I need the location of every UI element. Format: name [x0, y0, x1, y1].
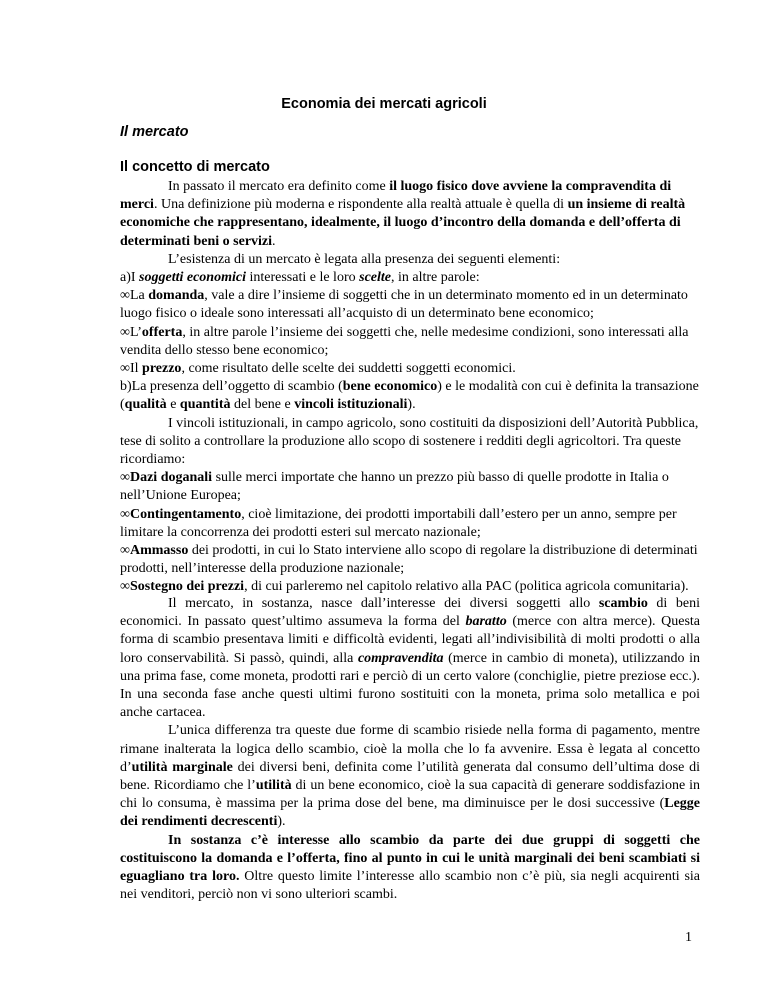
body-text-block-1: [120, 178, 700, 597]
bold-term: quantità: [179, 397, 231, 413]
text-span: Il: [129, 361, 143, 377]
text-span: interessati e le loro: [245, 270, 360, 286]
bold-term: Sostegno dei prezzi: [129, 579, 245, 595]
bullet-item-dazi: [120, 469, 700, 505]
text-span: sulle merci importate che hanno un prezzo più basso di quelle prodotte in Italia o nell’Unione Europea;: [120, 470, 669, 504]
text-span: , in altre parole l’insieme dei soggetti che, nelle medesime condizioni, sono interessati alla vendita dello stesso bene economico;: [120, 324, 689, 358]
bold-term: utilità marginale: [131, 759, 233, 775]
bold-italic-term: soggetti economici: [139, 270, 246, 286]
text-span: ).: [277, 814, 286, 830]
body-text-block-2: [120, 595, 700, 904]
text-span: In passato il mercato era definito come: [168, 179, 390, 194]
infinity-bullet-icon: ∞: [120, 579, 130, 595]
text-span: a)I: [120, 270, 140, 286]
bold-italic-term: compravendita: [357, 650, 444, 666]
text-span: Il mercato, in sostanza, nasce dall’interesse dei diversi soggetti allo: [168, 596, 599, 611]
paragraph-utilita-marginale: [120, 722, 700, 831]
infinity-bullet-icon: ∞: [120, 324, 130, 340]
page-number: 1: [685, 930, 692, 945]
text-span: di beni economici. In passato quest’ultimo assumeva la forma del: [120, 596, 700, 630]
bold-term: Contingentamento: [129, 506, 242, 522]
text-span: .: [272, 233, 276, 249]
text-span: (merce in cambio di moneta), utilizzando in una prima fase, come moneta, prodotti rari e perciò di un certo valore (conchiglie, pietre preziose ecc.). In una seconda fase anche questi ultimi furono sostituiti con la moneta, prima solo metallica e poi anche cartacea.: [120, 650, 700, 721]
paragraph-market-elements-intro: L’esistenza di un mercato è legata alla presenza dei seguenti elementi:: [168, 251, 561, 267]
text-span: b)La presenza dell’oggetto di scambio (: [120, 379, 343, 395]
infinity-bullet-icon: ∞: [120, 506, 130, 522]
bold-term: vincoli istituzionali: [294, 397, 408, 413]
infinity-bullet-icon: ∞: [120, 543, 130, 559]
bullet-item-prezzo: [120, 360, 700, 378]
infinity-bullet-icon: ∞: [120, 288, 130, 304]
bold-term: prezzo: [142, 361, 182, 377]
text-span: , in altre parole:: [391, 270, 480, 286]
bold-term: offerta: [141, 324, 183, 340]
text-span: L’: [129, 324, 142, 340]
bold-term: Dazi doganali: [129, 470, 213, 486]
section-heading: Il mercato: [120, 124, 189, 140]
bold-term: Ammasso: [129, 543, 189, 559]
bold-term: un insieme di realtà economiche che rappresentano, idealmente, il luogo d’incontro della domanda e dell’offerta di determinati beni o servizi: [120, 197, 686, 249]
text-span: del bene e: [230, 397, 295, 413]
bold-italic-term: baratto: [465, 614, 507, 630]
text-span: dei diversi beni, definita come l’utilità generata dal consumo dell’ultima dose di bene. Ricordiamo che l’: [120, 759, 700, 794]
paragraph-conclusione: [120, 832, 700, 905]
bold-term: qualità: [124, 397, 167, 413]
list-item-a: [120, 269, 700, 287]
text-span: ) e le modalità con cui è definita la transazione (: [120, 379, 699, 413]
subsection-heading: Il concetto di mercato: [120, 159, 270, 175]
paragraph-scambio: [120, 595, 700, 722]
bullet-item-contingentamento: [120, 506, 700, 542]
bullet-item-sostegno: [120, 578, 700, 596]
bold-term: utilità: [255, 778, 292, 794]
text-span: ).: [407, 397, 416, 413]
bold-italic-term: scelte: [359, 270, 391, 286]
bold-term: Legge dei rendimenti decrescenti: [120, 796, 700, 830]
infinity-bullet-icon: ∞: [120, 361, 130, 377]
text-span: , come risultato delle scelte dei suddetti soggetti economici.: [181, 361, 516, 377]
text-span: L’unica differenza tra queste due forme di scambio risiede nella forma di pagamento, mentre rimane inalterata la logica dello scambio, cioè la molla che lo fa avvenire. Essa è legata al concetto d’: [120, 723, 700, 775]
text-span: , di cui parleremo nel capitolo relativo alla PAC (politica agricola comunitaria).: [244, 579, 689, 595]
bold-term: bene economico: [342, 379, 438, 395]
text-span: , vale a dire l’insieme di soggetti che in un determinato momento ed in un determinato luogo fisico o ideale sono interessati all’acquisto di un determinato bene economico;: [120, 288, 688, 322]
bullet-item-offerta: [120, 324, 700, 360]
text-span: La: [129, 288, 149, 304]
bold-term: il luogo fisico dove avviene la compravendita di merci: [120, 179, 672, 213]
text-span: . Una definizione più moderna e rispondente alla realtà attuale è quella di: [153, 197, 568, 213]
text-span: (merce con altra merce). Questa forma di scambio presentava limiti e difficoltà evidenti, legati all’indivisibilità di molti prodotti o alla loro conservabilità. Si passò, quindi, alla: [120, 614, 700, 666]
text-span: dei prodotti, in cui lo Stato interviene allo scopo di regolare la distribuzione di determinati prodotti, nell’interesse della produzione nazionale;: [120, 543, 698, 577]
bullet-item-ammasso: [120, 542, 700, 578]
paragraph-market-definition: [120, 178, 700, 251]
text-span: , cioè limitazione, dei prodotti importabili dall’estero per un anno, sempre per limitare la concorrenza dei prodotti esteri sul mercato nazionale;: [120, 506, 677, 540]
list-item-b: [120, 378, 700, 414]
bold-term: scambio: [598, 596, 648, 611]
document-title: Economia dei mercati agricoli: [281, 96, 487, 112]
bold-statement: In sostanza c’è interesse allo scambio da parte dei due gruppi di soggetti che costituiscono la domanda e l’offerta, fino al punto in cui le unità marginali dei beni scambiati si eguagliano tra loro.: [120, 832, 700, 885]
text-span: e: [166, 397, 180, 413]
text-span: di un bene economico, cioè la sua capacità di generare soddisfazione in chi lo consuma, è massima per la prima dose del bene, ma diminuisce per le dosi successive (: [120, 778, 700, 812]
text-span: Oltre questo limite l’interesse allo scambio non c’è più, sia negli acquirenti sia nei venditori, perciò non vi sono ulteriori scambi.: [120, 869, 700, 903]
bullet-item-domanda: [120, 287, 700, 323]
paragraph-vincoli-istituzionali: I vincoli istituzionali, in campo agricolo, sono costituiti da disposizioni dell’Autorità Pubblica, tese di solito a controllare la produzione allo scopo di sostenere i redditi degli agricoltori. Tra queste ricordiamo:: [120, 415, 699, 468]
infinity-bullet-icon: ∞: [120, 470, 130, 486]
bold-term: domanda: [148, 288, 205, 304]
